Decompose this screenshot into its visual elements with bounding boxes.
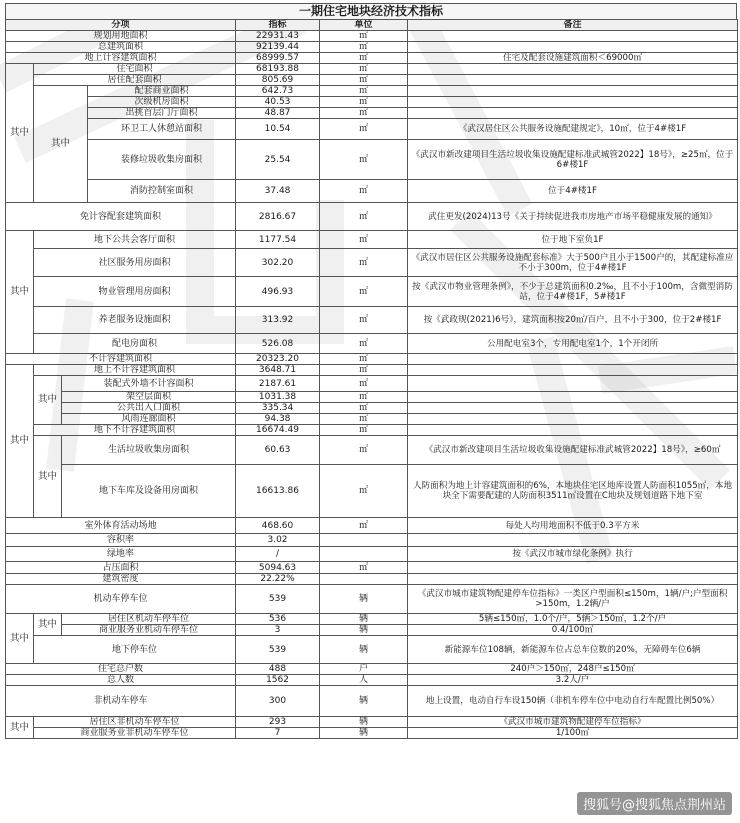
row-name: 消防控制室面积 <box>88 180 236 203</box>
row-unit: ㎡ <box>320 403 408 414</box>
row-value: 335.34 <box>236 403 320 414</box>
table-row <box>6 75 738 86</box>
row-value: 536 <box>236 614 320 625</box>
row-name: 绿地率 <box>6 547 236 562</box>
row-note: 住宅及配套设施建筑面积＜69000㎡ <box>408 53 738 64</box>
row-unit: 辆 <box>320 585 408 614</box>
row-name: 住宅面积 <box>34 64 236 75</box>
row-name: 非机动车停车 <box>6 686 236 717</box>
table-row <box>6 42 738 53</box>
row-unit: ㎡ <box>320 97 408 108</box>
watermark-label: 搜狐号@搜狐焦点荆州站 <box>577 792 732 815</box>
row-unit: ㎡ <box>320 277 408 307</box>
row-unit: ㎡ <box>320 465 408 518</box>
table-row <box>6 675 738 686</box>
row-name: 风雨连廊面积 <box>62 414 236 425</box>
table-row <box>6 465 738 518</box>
row-value: 539 <box>236 636 320 664</box>
row-value: 1177.54 <box>236 231 320 249</box>
row-note: 0.4/100㎡ <box>408 625 738 636</box>
row-note: 《武汉市新改建项目生活垃圾收集设施配建标准武城管2022】18号》，≥60㎡ <box>408 436 738 465</box>
row-value: 468.60 <box>236 518 320 534</box>
table-row <box>6 277 738 307</box>
row-value: 642.73 <box>236 86 320 97</box>
table-row <box>6 180 738 203</box>
row-note: 位于地下室负1F <box>408 231 738 249</box>
group-label: 其中 <box>34 436 62 518</box>
table-row <box>6 86 738 97</box>
row-note: 武住更发(2024)13号《关于持续促进我市房地产市场平稳健康发展的通知》 <box>408 203 738 231</box>
row-note: 人防面积为地上计容建筑面积的6%，本地块住宅区地库设置人防面积1055㎡，本地块全下需要配建的人防面积3511㎡设置在C地块及规划道路下地下室 <box>408 465 738 518</box>
row-note <box>408 108 738 119</box>
table-row <box>6 562 738 574</box>
table-row <box>6 31 738 42</box>
row-unit: 辆 <box>320 614 408 625</box>
table-row <box>6 547 738 562</box>
row-unit: ㎡ <box>320 562 408 574</box>
row-note: 《武汉市新改建项目生活垃圾收集设施配建标准武城管2022】18号》，≥25㎡，位于6#楼1F <box>408 140 738 180</box>
row-note <box>408 42 738 53</box>
row-name: 居住区机动车停车位 <box>62 614 236 625</box>
row-unit: ㎡ <box>320 119 408 140</box>
row-unit: 人 <box>320 675 408 686</box>
row-note: 公用配电室3个，专用配电室1个，1个开闭所 <box>408 334 738 354</box>
row-name: 住宅总户数 <box>6 664 236 675</box>
table-row <box>6 392 738 403</box>
row-note: 按《武政规(2021)6号》，建筑面积按20㎡/百户，且不小于300，位于2#楼1F <box>408 307 738 334</box>
row-name: 次级机房面积 <box>88 97 236 108</box>
group-label: 其中 <box>6 231 34 354</box>
row-name: 生活垃圾收集房面积 <box>62 436 236 465</box>
row-note <box>408 365 738 376</box>
header-note: 备注 <box>408 20 738 31</box>
table-row <box>6 64 738 75</box>
table-row <box>6 414 738 425</box>
row-name: 配电房面积 <box>34 334 236 354</box>
row-name: 建筑密度 <box>6 574 236 585</box>
row-value: 94.38 <box>236 414 320 425</box>
row-value: 16674.49 <box>236 425 320 436</box>
row-note: 新能源车位108辆，新能源车位占总车位数的20%，无障碍车位6辆 <box>408 636 738 664</box>
row-unit: ㎡ <box>320 108 408 119</box>
row-unit: ㎡ <box>320 414 408 425</box>
row-unit: ㎡ <box>320 53 408 64</box>
row-value: 1031.38 <box>236 392 320 403</box>
table-row <box>6 334 738 354</box>
table-row <box>6 403 738 414</box>
row-unit: 辆 <box>320 625 408 636</box>
row-value: 68193.88 <box>236 64 320 75</box>
row-unit: 辆 <box>320 636 408 664</box>
table-row <box>6 636 738 664</box>
row-value: 539 <box>236 585 320 614</box>
row-value: 20323.20 <box>236 354 320 365</box>
row-note <box>408 414 738 425</box>
table-row <box>6 140 738 180</box>
row-value: / <box>236 547 320 562</box>
row-note <box>408 562 738 574</box>
row-unit: ㎡ <box>320 392 408 403</box>
row-value: 1562 <box>236 675 320 686</box>
group-label: 其中 <box>6 64 34 203</box>
row-value: 22931.43 <box>236 31 320 42</box>
row-name: 社区服务用房面积 <box>34 249 236 277</box>
row-note <box>408 31 738 42</box>
table-row <box>6 354 738 365</box>
row-note <box>408 354 738 365</box>
row-note <box>408 97 738 108</box>
row-name: 地下车库及设备用房面积 <box>62 465 236 518</box>
row-note: 按《武汉市城市绿化条例》执行 <box>408 547 738 562</box>
row-value: 5094.63 <box>236 562 320 574</box>
row-name: 总人数 <box>6 675 236 686</box>
row-name: 机动车停车位 <box>6 585 236 614</box>
spec-sheet <box>5 3 737 739</box>
row-note: 《武汉市居住区公共服务设施配套标准》大于500户且小于1500户的，其配建标准应不小于300m，位于4#楼1F <box>408 249 738 277</box>
row-name: 商业服务业非机动车停车位 <box>34 728 236 739</box>
row-name: 不计容建筑面积 <box>6 354 236 365</box>
row-unit: ㎡ <box>320 249 408 277</box>
row-name: 地下停车位 <box>34 636 236 664</box>
row-note <box>408 425 738 436</box>
table-row <box>6 585 738 614</box>
table-row <box>6 425 738 436</box>
table-row <box>6 231 738 249</box>
table-row <box>6 574 738 585</box>
row-name: 地上计容建筑面积 <box>6 53 236 64</box>
row-note <box>408 392 738 403</box>
row-unit: ㎡ <box>320 203 408 231</box>
row-unit: ㎡ <box>320 231 408 249</box>
row-unit <box>320 574 408 585</box>
group-label: 其中 <box>34 614 62 636</box>
table-row <box>6 625 738 636</box>
row-note <box>408 64 738 75</box>
row-unit: ㎡ <box>320 86 408 97</box>
table-row <box>6 686 738 717</box>
row-unit: 户 <box>320 664 408 675</box>
row-note: 《武汉市城市建筑物配建停车位指标》 <box>408 717 738 728</box>
table-row <box>6 97 738 108</box>
row-value: 302.20 <box>236 249 320 277</box>
row-name: 居住区非机动车停车位 <box>34 717 236 728</box>
row-note <box>408 534 738 547</box>
row-name: 室外体育活动场地 <box>6 518 236 534</box>
row-name: 占压面积 <box>6 562 236 574</box>
row-value: 40.53 <box>236 97 320 108</box>
row-unit <box>320 534 408 547</box>
row-unit: ㎡ <box>320 64 408 75</box>
group-label: 其中 <box>34 376 62 425</box>
row-name: 物业管理用房面积 <box>34 277 236 307</box>
table-row <box>6 307 738 334</box>
row-value: 68999.57 <box>236 53 320 64</box>
row-name: 规划用地面积 <box>6 31 236 42</box>
group-label: 其中 <box>6 614 34 664</box>
table-row <box>6 518 738 534</box>
row-note <box>408 574 738 585</box>
row-value: 300 <box>236 686 320 717</box>
row-note: 5辆≤150㎡，1.0个/户，5辆＞150㎡，1.2个/户 <box>408 614 738 625</box>
row-unit: ㎡ <box>320 436 408 465</box>
header-value: 指标 <box>236 20 320 31</box>
row-name: 环卫工人休憩站面积 <box>88 119 236 140</box>
row-name: 装修垃圾收集房面积 <box>88 140 236 180</box>
row-name: 架空层面积 <box>62 392 236 403</box>
row-note <box>408 75 738 86</box>
row-value: 10.54 <box>236 119 320 140</box>
row-value: 3648.71 <box>236 365 320 376</box>
row-name: 居住配套面积 <box>34 75 236 86</box>
table-row <box>6 664 738 675</box>
row-note: 每处人均用地面积不低于0.3平方米 <box>408 518 738 534</box>
table-row <box>6 728 738 739</box>
table-row <box>6 534 738 547</box>
row-note: 1/100㎡ <box>408 728 738 739</box>
row-unit: ㎡ <box>320 334 408 354</box>
row-note: 《武汉居住区公共服务设施配建规定》，10㎡，位于4#楼1F <box>408 119 738 140</box>
row-value: 805.69 <box>236 75 320 86</box>
row-value: 526.08 <box>236 334 320 354</box>
table-row <box>6 203 738 231</box>
page-title: 一期住宅地块经济技术指标 <box>5 3 737 19</box>
row-value: 16613.86 <box>236 465 320 518</box>
row-value: 2816.67 <box>236 203 320 231</box>
table-row <box>6 436 738 465</box>
row-unit: ㎡ <box>320 425 408 436</box>
row-value: 313.92 <box>236 307 320 334</box>
row-unit: 辆 <box>320 728 408 739</box>
row-value: 37.48 <box>236 180 320 203</box>
row-unit: ㎡ <box>320 180 408 203</box>
row-value: 488 <box>236 664 320 675</box>
row-name: 装配式外墙不计容面积 <box>62 376 236 392</box>
row-note: 240户＞150㎡，248户≤150㎡ <box>408 664 738 675</box>
row-unit: ㎡ <box>320 140 408 180</box>
table-row <box>6 249 738 277</box>
row-note <box>408 376 738 392</box>
row-name: 出挑首层门厅面积 <box>88 108 236 119</box>
row-value: 7 <box>236 728 320 739</box>
row-note <box>408 86 738 97</box>
row-note <box>408 403 738 414</box>
row-value: 496.93 <box>236 277 320 307</box>
row-name: 地下公共会客厅面积 <box>34 231 236 249</box>
row-name: 养老服务设施面积 <box>34 307 236 334</box>
row-value: 25.54 <box>236 140 320 180</box>
table-row <box>6 365 738 376</box>
row-unit: ㎡ <box>320 376 408 392</box>
row-unit: ㎡ <box>320 365 408 376</box>
row-value: 60.63 <box>236 436 320 465</box>
header-unit: 单位 <box>320 20 408 31</box>
table-row <box>6 108 738 119</box>
row-name: 免计容配套建筑面积 <box>6 203 236 231</box>
row-value: 2187.61 <box>236 376 320 392</box>
row-name: 容积率 <box>6 534 236 547</box>
row-name: 公共出入口面积 <box>62 403 236 414</box>
row-name: 地下不计容建筑面积 <box>34 425 236 436</box>
row-note: 按《武汉市物业管理条例》，不少于总建筑面积0.2‰，且不小于100m，含微型消防站，位于4#楼1F，5#楼1F <box>408 277 738 307</box>
header-item: 分项 <box>6 20 236 31</box>
row-value: 48.87 <box>236 108 320 119</box>
row-value: 293 <box>236 717 320 728</box>
row-value: 3.02 <box>236 534 320 547</box>
row-note: 地上设置，电动自行车设150辆（非机车停车位中电动自行车配置比例50%） <box>408 686 738 717</box>
table-row <box>6 119 738 140</box>
table-row <box>6 53 738 64</box>
row-name: 配套商业面积 <box>88 86 236 97</box>
table-row <box>6 376 738 392</box>
row-unit: ㎡ <box>320 307 408 334</box>
row-value: 3 <box>236 625 320 636</box>
row-name: 地上不计容建筑面积 <box>34 365 236 376</box>
row-note: 位于4#楼1F <box>408 180 738 203</box>
table-row <box>6 614 738 625</box>
row-name: 总建筑面积 <box>6 42 236 53</box>
table-header <box>6 20 738 31</box>
row-note: 《武汉市城市建筑物配建停车位指标》一类区户型面积≤150m，1辆/户;户型面积>150m，1.2辆/户 <box>408 585 738 614</box>
row-value: 92139.44 <box>236 42 320 53</box>
row-value: 22.22% <box>236 574 320 585</box>
row-unit: ㎡ <box>320 31 408 42</box>
row-unit: 辆 <box>320 686 408 717</box>
row-unit: ㎡ <box>320 354 408 365</box>
row-unit: ㎡ <box>320 75 408 86</box>
row-name: 商业服务业机动车停车位 <box>62 625 236 636</box>
row-unit: 辆 <box>320 717 408 728</box>
group-label: 其中 <box>6 717 34 739</box>
row-unit: ㎡ <box>320 518 408 534</box>
group-label: 其中 <box>6 365 34 518</box>
row-unit: ㎡ <box>320 42 408 53</box>
table-row <box>6 717 738 728</box>
row-unit <box>320 547 408 562</box>
indicator-table <box>5 19 738 739</box>
row-note: 3.2人/户 <box>408 675 738 686</box>
group-label: 其中 <box>34 86 88 203</box>
